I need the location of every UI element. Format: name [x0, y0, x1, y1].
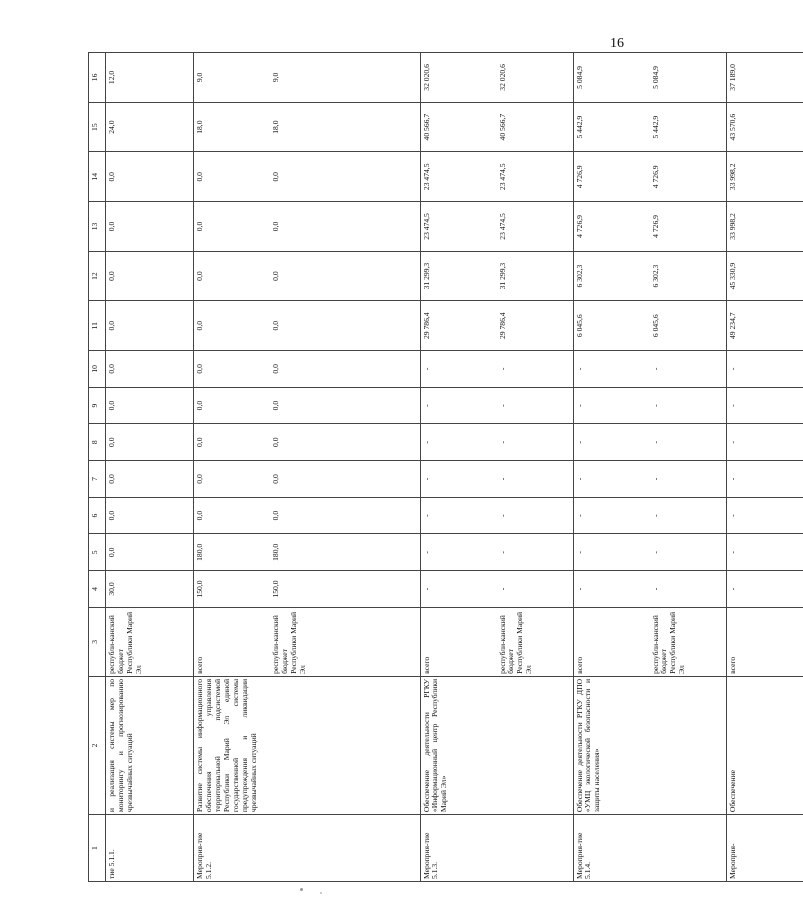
table-cell: 0,0 — [270, 152, 420, 202]
table-cell: - — [650, 497, 727, 534]
table-cell: 0,0 — [106, 351, 194, 388]
measure-id: Мероприя-тие 5.1.3. — [420, 815, 573, 882]
scan-speck — [320, 892, 322, 894]
page-number: 16 — [610, 36, 624, 51]
table-cell: 0,0 — [106, 461, 194, 498]
table-cell: 32 020,6 — [497, 53, 574, 103]
table-cell: 9,0 — [270, 53, 420, 103]
table-cell: 30,0 — [106, 571, 194, 608]
table-cell: 0,0 — [106, 387, 194, 424]
column-number: 3 — [89, 607, 106, 676]
measure-id: Мероприя- — [726, 815, 803, 882]
table-cell: 0,0 — [194, 497, 271, 534]
table-cell: 5 442,9 — [573, 102, 650, 152]
table-cell: - — [650, 387, 727, 424]
table-cell: 0,0 — [106, 301, 194, 351]
table-cell: 40 566,7 — [420, 102, 497, 152]
column-number: 2 — [89, 676, 106, 814]
table-cell: 6 045,6 — [650, 301, 727, 351]
funding-source: республи-канский бюджет Республики Марий Эл — [270, 607, 420, 676]
table-cell: 0,0 — [106, 202, 194, 252]
table-cell: - — [650, 461, 727, 498]
table-cell: - — [573, 497, 650, 534]
table-cell: 9,0 — [194, 53, 271, 103]
funding-source: всего — [573, 607, 650, 676]
table-cell: 0,0 — [194, 301, 271, 351]
table-cell: 23 474,5 — [420, 152, 497, 202]
rotated-table-container — [88, 52, 737, 882]
column-number: 1 — [89, 815, 106, 882]
table-cell: 6 045,6 — [573, 301, 650, 351]
table-cell: - — [420, 497, 497, 534]
column-number: 5 — [89, 534, 106, 571]
table-cell: 4 726,9 — [650, 202, 727, 252]
table-cell: 18,0 — [270, 102, 420, 152]
table-cell: - — [726, 497, 803, 534]
funding-source: республи-канский бюджет Республики Марий Эл — [650, 607, 727, 676]
column-number: 11 — [89, 301, 106, 351]
table-cell: 0,0 — [106, 251, 194, 301]
column-number: 10 — [89, 351, 106, 388]
table-cell: - — [420, 351, 497, 388]
table-cell: 180,0 — [270, 534, 420, 571]
table-cell: 0,0 — [270, 497, 420, 534]
table-cell: 0,0 — [270, 251, 420, 301]
column-number: 6 — [89, 497, 106, 534]
table-cell: 32 020,6 — [420, 53, 497, 103]
table-cell: - — [726, 461, 803, 498]
table-cell: 0,0 — [106, 497, 194, 534]
table-cell: 0,0 — [270, 461, 420, 498]
table-cell: - — [420, 571, 497, 608]
measure-name: и реализация системы мер по мониторингу и прогнозированию чрезвычайных ситуаций — [106, 676, 194, 814]
measure-id: тие 5.1.1. — [106, 815, 194, 882]
table-cell: 5 442,9 — [650, 102, 727, 152]
table-cell: - — [573, 534, 650, 571]
table-cell: 4 726,9 — [573, 152, 650, 202]
table-cell: 45 330,9 — [726, 251, 803, 301]
table-cell: 0,0 — [106, 534, 194, 571]
table-cell: 0,0 — [270, 202, 420, 252]
table-cell: 6 302,3 — [573, 251, 650, 301]
table-cell: - — [573, 351, 650, 388]
column-number: 9 — [89, 387, 106, 424]
column-number: 14 — [89, 152, 106, 202]
table-cell: - — [573, 571, 650, 608]
table-cell: 4 726,9 — [650, 152, 727, 202]
table-cell: - — [497, 387, 574, 424]
table-cell: - — [650, 571, 727, 608]
table-cell: 23 474,5 — [420, 202, 497, 252]
scan-speck — [300, 888, 303, 891]
table-cell: - — [726, 351, 803, 388]
table-cell: - — [420, 461, 497, 498]
table-cell: - — [497, 497, 574, 534]
table-cell: - — [650, 424, 727, 461]
funding-source: всего — [194, 607, 271, 676]
table-cell: 33 998,2 — [726, 152, 803, 202]
table-cell: 23 474,5 — [497, 202, 574, 252]
table-cell: - — [726, 424, 803, 461]
table-cell: 37 189,0 — [726, 53, 803, 103]
table-cell: 40 566,7 — [497, 102, 574, 152]
table-cell: 0,0 — [270, 387, 420, 424]
measure-id: Мероприя-тие 5.1.2. — [194, 815, 421, 882]
table-cell: - — [650, 534, 727, 571]
table-cell: - — [650, 351, 727, 388]
measure-name: Обеспечение деятельности РГКУ «Информационный центр Республики Марий Эл» — [420, 676, 573, 814]
table-row — [573, 53, 650, 882]
column-number: 16 — [89, 53, 106, 103]
table-cell: 5 084,9 — [650, 53, 727, 103]
table-cell: 0,0 — [270, 351, 420, 388]
table-cell: 0,0 — [106, 152, 194, 202]
table-cell: 180,0 — [194, 534, 271, 571]
funding-source: всего — [726, 607, 803, 676]
table-cell: 23 474,5 — [497, 152, 574, 202]
table-cell: - — [573, 461, 650, 498]
funding-source: республи-канский бюджет Республики Марий Эл — [106, 607, 194, 676]
table-cell: 0,0 — [194, 461, 271, 498]
measure-name: Обеспечение деятельности РГКУ ДПО «УМЦ экологической безопасности и защиты населения» — [573, 676, 726, 814]
table-cell: 43 570,6 — [726, 102, 803, 152]
table-cell: 0,0 — [194, 387, 271, 424]
measure-id: Мероприя-тие 5.1.4. — [573, 815, 726, 882]
table-cell: 0,0 — [194, 424, 271, 461]
table-cell: - — [497, 534, 574, 571]
table-cell: - — [726, 387, 803, 424]
table-cell: 31 299,3 — [497, 251, 574, 301]
table-cell: - — [420, 424, 497, 461]
funding-source: всего — [420, 607, 497, 676]
column-number: 8 — [89, 424, 106, 461]
table-cell: 0,0 — [194, 202, 271, 252]
table-cell: 0,0 — [270, 301, 420, 351]
measure-name: Обеспечение — [726, 676, 803, 814]
table-cell: 150,0 — [270, 571, 420, 608]
table-cell: 49 234,7 — [726, 301, 803, 351]
header-row — [89, 53, 106, 882]
table-cell: 0,0 — [194, 251, 271, 301]
table-cell: 33 998,2 — [726, 202, 803, 252]
column-number: 7 — [89, 461, 106, 498]
table-cell: 5 084,9 — [573, 53, 650, 103]
table-row — [106, 53, 194, 882]
table-cell: 150,0 — [194, 571, 271, 608]
table-cell: - — [726, 534, 803, 571]
table-row — [420, 53, 497, 882]
funding-source: республи-канский бюджет Республики Марий Эл — [497, 607, 574, 676]
table-cell: - — [497, 424, 574, 461]
table-row — [726, 53, 803, 882]
column-number: 13 — [89, 202, 106, 252]
table-cell: 6 302,3 — [650, 251, 727, 301]
table-cell: 0,0 — [270, 424, 420, 461]
table-cell: 12,0 — [106, 53, 194, 103]
column-number: 12 — [89, 251, 106, 301]
budget-table — [88, 52, 803, 882]
measure-name: Развитие системы информационного обеспечения управления территориальной подсистемой Республики Марий Эл единой государственной системы предупреждения и ликвидации чрезвычайных ситуаций — [194, 676, 421, 814]
table-cell: 0,0 — [194, 152, 271, 202]
table-cell: - — [420, 387, 497, 424]
table-cell: 0,0 — [194, 351, 271, 388]
table-cell: 18,0 — [194, 102, 271, 152]
table-cell: - — [497, 351, 574, 388]
table-cell: - — [420, 534, 497, 571]
table-cell: - — [726, 571, 803, 608]
table-cell: 29 786,4 — [497, 301, 574, 351]
table-cell: - — [573, 387, 650, 424]
table-cell: 24,0 — [106, 102, 194, 152]
column-number: 4 — [89, 571, 106, 608]
table-row — [194, 53, 271, 882]
table-cell: 29 786,4 — [420, 301, 497, 351]
table-cell: - — [497, 571, 574, 608]
table-cell: 4 726,9 — [573, 202, 650, 252]
table-cell: - — [497, 461, 574, 498]
column-number: 15 — [89, 102, 106, 152]
table-wrapper — [88, 52, 737, 882]
table-cell: 0,0 — [106, 424, 194, 461]
table-cell: 31 299,3 — [420, 251, 497, 301]
table-cell: - — [573, 424, 650, 461]
